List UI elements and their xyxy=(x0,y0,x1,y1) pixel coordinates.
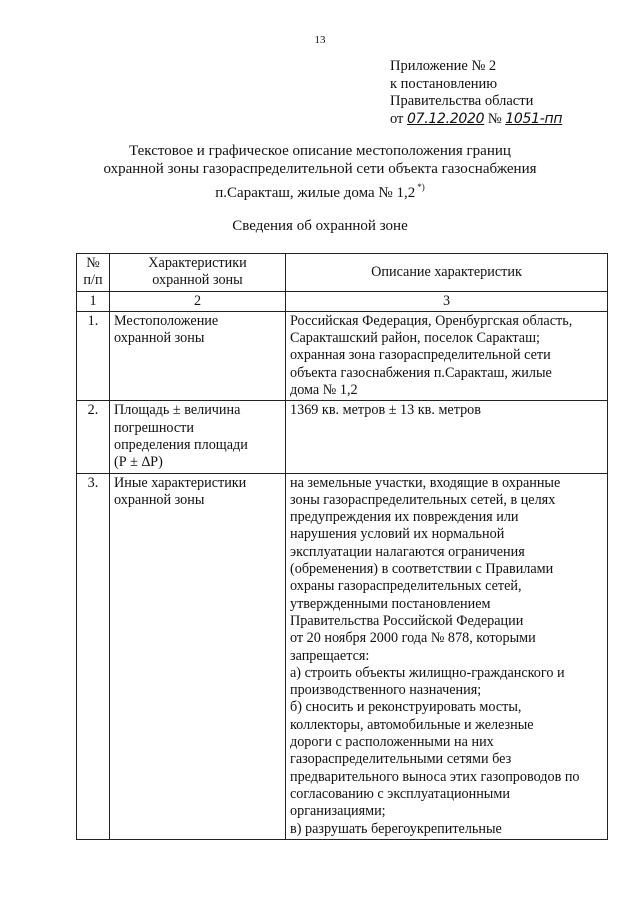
cell-line: эксплуатации налагаются ограничения xyxy=(290,543,525,560)
header-num xyxy=(77,254,110,292)
cell-line: Площадь ± величина xyxy=(114,402,241,419)
row-description xyxy=(286,473,608,839)
header-num-line: № xyxy=(86,255,100,271)
cell-line: охранной зоны xyxy=(114,330,205,347)
row-characteristic xyxy=(110,311,286,400)
column-number: 2 xyxy=(110,291,286,311)
cell-line: Иные характеристики xyxy=(114,474,247,491)
footnote-mark: *) xyxy=(417,182,425,192)
cell-line: определения площади xyxy=(114,436,248,453)
appendix-date-prefix: от xyxy=(390,110,404,127)
cell-line: б) сносить и реконструировать мосты, xyxy=(290,699,522,716)
row-characteristic xyxy=(110,401,286,473)
cell-line: дома № 1,2 xyxy=(290,382,358,399)
handwritten-number: 1051-пп xyxy=(505,110,563,127)
document-title xyxy=(90,142,550,202)
cell-line: в) разрушать берегоукрепительные xyxy=(290,820,502,837)
column-number: 3 xyxy=(286,291,608,311)
cell-line: охраны газораспределительных сетей, xyxy=(290,578,522,595)
cell-line: зоны газораспределительных сетей, в целях xyxy=(290,491,556,508)
cell-line: нарушения условий их нормальной xyxy=(290,526,505,543)
cell-line: предупреждения их повреждения или xyxy=(290,509,519,526)
cell-line: а) строить объекты жилищно-гражданского и xyxy=(290,664,565,681)
row-description xyxy=(286,401,608,473)
appendix-line: Приложение № 2 xyxy=(390,58,497,74)
cell-line: от 20 ноября 2000 года № 878, которыми xyxy=(290,630,536,647)
header-description: Описание характеристик xyxy=(286,254,608,292)
appendix-line: к постановлению xyxy=(390,75,498,92)
header-characteristic-line: охранной зоны xyxy=(152,272,243,289)
row-number: 1. xyxy=(77,311,110,400)
cell-line: дороги с расположенными на них xyxy=(290,734,494,751)
table-row xyxy=(77,311,608,400)
cell-line: запрещается: xyxy=(290,647,370,664)
table-row xyxy=(77,401,608,473)
page-number: 13 xyxy=(314,34,326,46)
title-line: Текстовое и графическое описание местоположения границ xyxy=(129,143,511,159)
cell-line: охранная зона газораспределительной сети xyxy=(290,347,551,364)
appendix-block xyxy=(390,58,562,128)
cell-line: Правительства Российской Федерации xyxy=(290,612,524,629)
title-line: п.Саракташ, жилые дома № 1,2 xyxy=(215,185,416,201)
number-sign: № xyxy=(487,110,502,127)
column-number: 1 xyxy=(77,291,110,311)
cell-line: на земельные участки, входящие в охранные xyxy=(290,474,561,491)
cell-line: согласованию с эксплуатационными xyxy=(290,785,510,802)
row-description xyxy=(286,311,608,400)
cell-line: Российская Федерация, Оренбургская область, xyxy=(290,312,573,329)
cell-line: утвержденными постановлением xyxy=(290,595,491,612)
row-characteristic xyxy=(110,473,286,839)
table-row xyxy=(77,473,608,839)
cell-line: производственного назначения; xyxy=(290,682,482,699)
title-line-3 xyxy=(90,178,550,202)
section-subtitle: Сведения об охранной зоне xyxy=(232,218,408,234)
header-characteristic-line: Характеристики xyxy=(148,255,247,271)
cell-line: газораспределительными сетями без xyxy=(290,751,512,768)
zone-info-table xyxy=(76,253,608,840)
column-number-row xyxy=(77,291,608,311)
appendix-line: Правительства области xyxy=(390,93,534,109)
row-number: 3. xyxy=(77,473,110,839)
cell-line: Местоположение xyxy=(114,312,219,329)
handwritten-date: 07.12.2020 xyxy=(407,110,485,127)
header-num-line: п/п xyxy=(83,272,103,289)
cell-line: (Р ± ∆Р) xyxy=(114,454,163,471)
cell-line: объекта газоснабжения п.Саракташ, жилые xyxy=(290,364,552,381)
cell-line: Саракташский район, поселок Саракташ; xyxy=(290,330,540,347)
cell-line: погрешности xyxy=(114,419,194,436)
cell-line: коллекторы, автомобильные и железные xyxy=(290,716,534,733)
row-number: 2. xyxy=(77,401,110,473)
title-line: охранной зоны газораспределительной сети объекта газоснабжения xyxy=(103,161,537,177)
cell-line: организациями; xyxy=(290,803,386,820)
cell-line: предварительного выноса этих газопроводов по xyxy=(290,768,580,785)
appendix-date-line xyxy=(390,111,562,129)
table-header-row xyxy=(77,254,608,292)
cell-line: 1369 кв. метров ± 13 кв. метров xyxy=(290,402,481,419)
header-characteristic xyxy=(110,254,286,292)
cell-line: охранной зоны xyxy=(114,491,205,508)
cell-line: (обременения) в соответствии с Правилами xyxy=(290,561,554,578)
